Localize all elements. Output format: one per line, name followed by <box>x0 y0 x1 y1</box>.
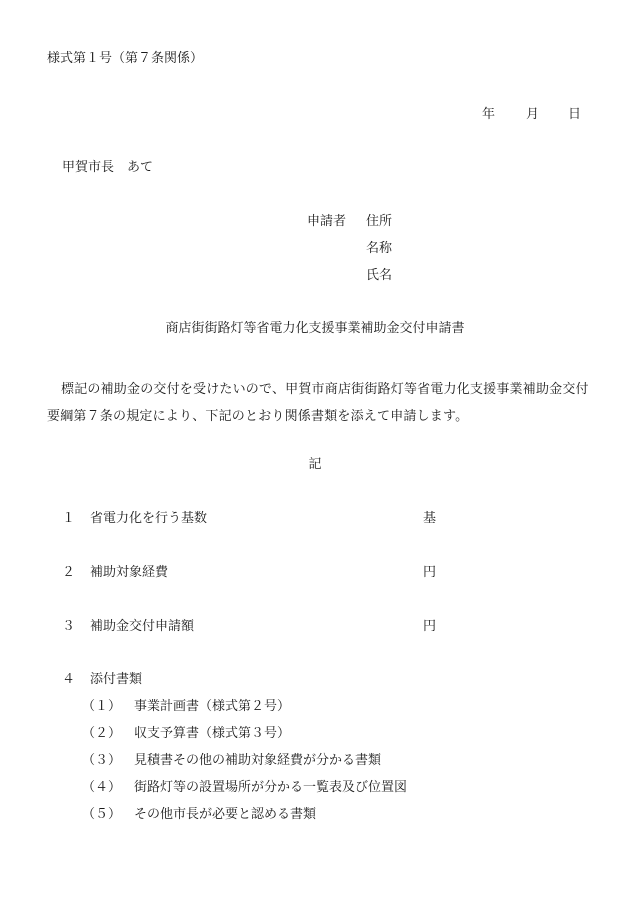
attachment-text: 収支予算書（様式第３号） <box>134 726 291 741</box>
attachment-text: 見積書その他の補助対象経費が分かる書類 <box>134 753 382 768</box>
item-unit: 円 <box>423 565 437 580</box>
attachment-number: （２） <box>82 726 122 741</box>
address-label: 住所 <box>366 214 393 229</box>
date-year-label: 年 <box>482 107 496 122</box>
item-label: 添付書類 <box>90 672 143 687</box>
attachment-text: 街路灯等の設置場所が分かる一覧表及び位置図 <box>134 780 408 795</box>
item-unit: 基 <box>423 511 437 526</box>
attachment-number: （１） <box>82 699 122 714</box>
ki-heading: 記 <box>308 457 322 472</box>
attachment-text: その他市長が必要と認める書類 <box>134 807 317 822</box>
document-title: 商店街街路灯等省電力化支援事業補助金交付申請書 <box>165 321 465 336</box>
addressee: 甲賀市長 あて <box>62 160 154 175</box>
item-label: 補助金交付申請額 <box>90 619 195 634</box>
date-month-label: 月 <box>526 107 540 122</box>
organization-name-label: 名称 <box>366 241 393 256</box>
attachment-text: 事業計画書（様式第２号） <box>134 699 291 714</box>
item-unit: 円 <box>423 619 437 634</box>
attachment-number: （３） <box>82 753 122 768</box>
item-number: ２ <box>62 565 76 580</box>
item-number: ４ <box>62 672 76 687</box>
item-label: 補助対象経費 <box>90 565 169 580</box>
attachment-number: （５） <box>82 807 122 822</box>
item-number: ３ <box>62 619 76 634</box>
item-label: 省電力化を行う基数 <box>90 511 208 526</box>
applicant-label: 申請者 <box>307 214 347 229</box>
date-day-label: 日 <box>568 107 582 122</box>
item-number: １ <box>62 511 76 526</box>
attachment-number: （４） <box>82 780 122 795</box>
person-name-label: 氏名 <box>366 268 393 283</box>
body-paragraph: 標記の補助金の交付を受けたいので、甲賀市商店街街路灯等省電力化支援事業補助金交付要綱第７条の規定により、下記のとおり関係書類を添えて申請します。 <box>47 382 589 424</box>
form-number: 様式第１号（第７条関係） <box>47 51 204 66</box>
